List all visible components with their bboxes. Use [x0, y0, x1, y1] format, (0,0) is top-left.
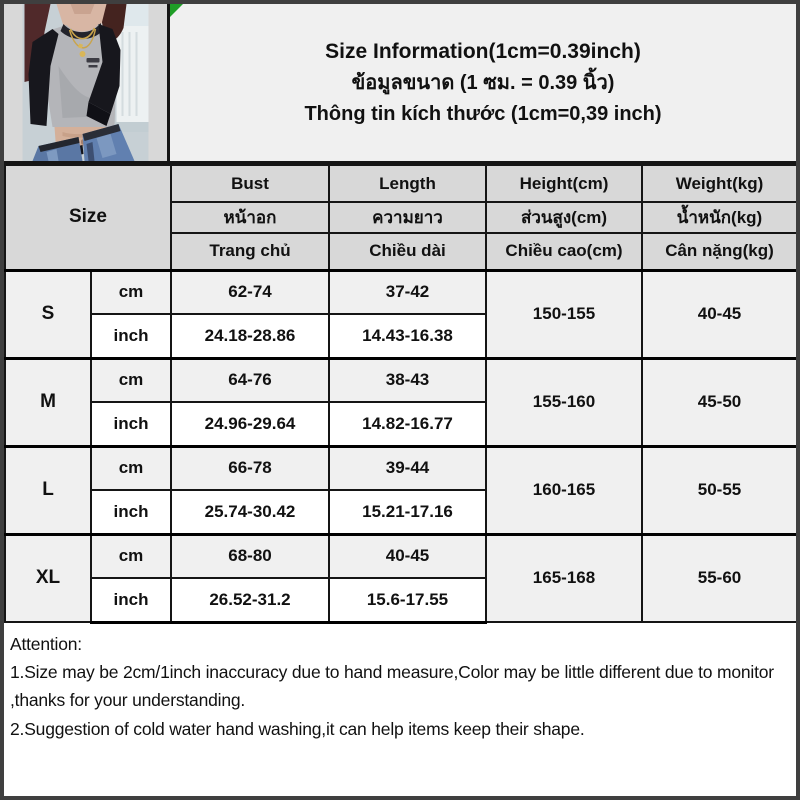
m-weight: 45-50 [642, 358, 797, 446]
unit-cm: cm [91, 358, 171, 402]
header-bust-th: หน้าอก [171, 202, 329, 233]
m-height: 155-160 [486, 358, 642, 446]
m-bust-cm: 64-76 [171, 358, 329, 402]
top-section [4, 4, 796, 164]
s-bust-cm: 62-74 [171, 270, 329, 314]
size-label-l: L [5, 446, 91, 534]
xl-length-cm: 40-45 [329, 534, 486, 578]
size-label-m: M [5, 358, 91, 446]
s-height: 150-155 [486, 270, 642, 358]
unit-inch: inch [91, 490, 171, 534]
m-length-inch: 14.82-16.77 [329, 402, 486, 446]
header-length-en: Length [329, 165, 486, 202]
header-bust-vi: Trang chủ [171, 233, 329, 270]
header-row-english [5, 165, 797, 202]
xl-weight: 55-60 [642, 534, 797, 622]
l-weight: 50-55 [642, 446, 797, 534]
header-height-en: Height(cm) [486, 165, 642, 202]
l-length-cm: 39-44 [329, 446, 486, 490]
l-length-inch: 15.21-17.16 [329, 490, 486, 534]
s-length-cm: 37-42 [329, 270, 486, 314]
l-bust-inch: 25.74-30.42 [171, 490, 329, 534]
unit-cm: cm [91, 446, 171, 490]
unit-inch: inch [91, 402, 171, 446]
header-weight-th: น้ำหนัก(kg) [642, 202, 797, 233]
header-height-vi: Chiều cao(cm) [486, 233, 642, 270]
xl-length-inch: 15.6-17.55 [329, 578, 486, 622]
attention-heading: Attention: [10, 633, 82, 654]
row-l-cm [5, 446, 797, 490]
xl-bust-cm: 68-80 [171, 534, 329, 578]
title-thai: ข้อมูลขนาด (1 ซม. = 0.39 นิ้ว) [351, 72, 615, 95]
size-label-xl: XL [5, 534, 91, 622]
header-bust-en: Bust [171, 165, 329, 202]
xl-height: 165-168 [486, 534, 642, 622]
unit-cm: cm [91, 270, 171, 314]
header-height-th: ส่วนสูง(cm) [486, 202, 642, 233]
size-table [4, 164, 798, 624]
header-length-th: ความยาว [329, 202, 486, 233]
s-bust-inch: 24.18-28.86 [171, 314, 329, 358]
unit-inch: inch [91, 314, 171, 358]
header-length-vi: Chiều dài [329, 233, 486, 270]
m-length-cm: 38-43 [329, 358, 486, 402]
size-label-s: S [5, 270, 91, 358]
attention-note-1: 1.Size may be 2cm/1inch inaccuracy due to hand measure,Color may be little different due to monitor ,thanks for your understanding. [10, 661, 774, 711]
attention-section [4, 624, 796, 743]
header-weight-vi: Cân nặng(kg) [642, 233, 797, 270]
m-bust-inch: 24.96-29.64 [171, 402, 329, 446]
row-xl-cm [5, 534, 797, 578]
unit-inch: inch [91, 578, 171, 622]
row-m-cm [5, 358, 797, 402]
attention-note-2: 2.Suggestion of cold water hand washing,it can help items keep their shape. [10, 718, 585, 739]
l-height: 160-165 [486, 446, 642, 534]
unit-cm: cm [91, 534, 171, 578]
xl-bust-inch: 26.52-31.2 [171, 578, 329, 622]
s-length-inch: 14.43-16.38 [329, 314, 486, 358]
title-vietnamese: Thông tin kích thước (1cm=0,39 inch) [304, 103, 662, 126]
header-size: Size [5, 165, 171, 270]
header-weight-en: Weight(kg) [642, 165, 797, 202]
photo-cell [4, 4, 170, 161]
l-bust-cm: 66-78 [171, 446, 329, 490]
green-corner-marker-icon [170, 4, 183, 17]
title-english: Size Information(1cm=0.39inch) [325, 39, 641, 63]
s-weight: 40-45 [642, 270, 797, 358]
row-s-cm [5, 270, 797, 314]
product-photo [22, 4, 149, 161]
title-cell [170, 4, 796, 161]
